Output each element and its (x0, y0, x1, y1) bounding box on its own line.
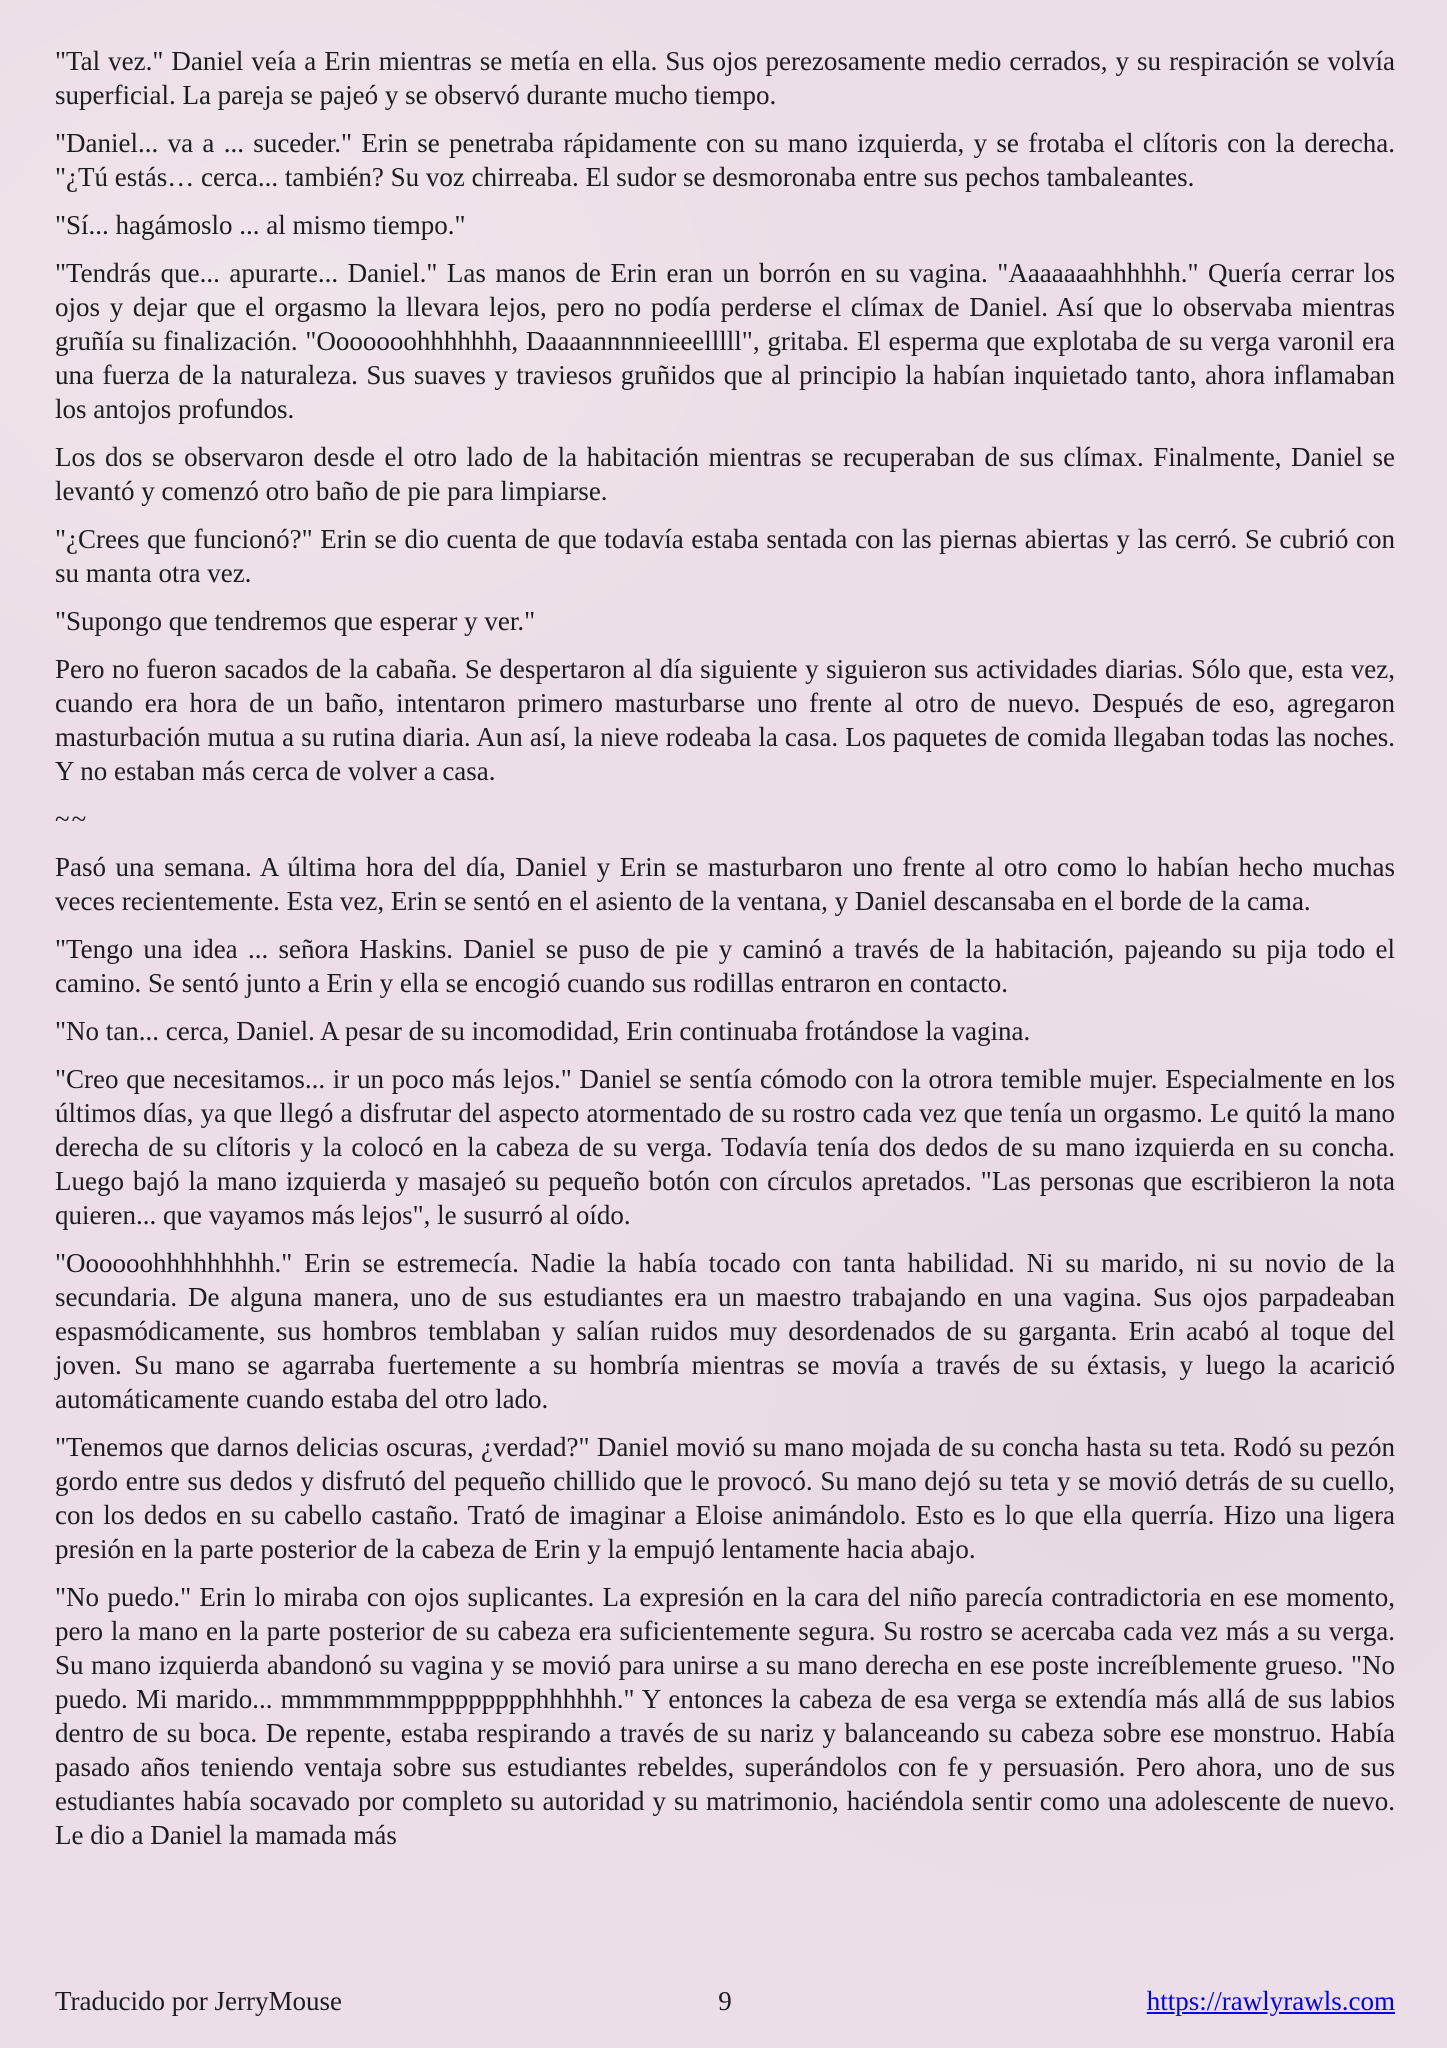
paragraph: "¿Crees que funcionó?" Erin se dio cuenta de que todavía estaba sentada con las piernas abiertas y las cerró. Se cubrió con su manta otra vez. (55, 524, 1395, 588)
paragraph: "Supongo que tendremos que esperar y ver." (55, 606, 536, 636)
paragraph: "No puedo." Erin lo miraba con ojos suplicantes. La expresión en la cara del niño parecía contradictoria en ese momento, pero la mano en la parte posterior de su cabeza era suficientemente segura. Su rostro se acercaba cada vez más a su verga. Su mano izquierda abandonó su vagina y se movió para unirse a su mano derecha en ese poste increíblemente grueso. "No puedo. Mi marido... mmmmmmmpppppppphhhhhh." Y entonces la cabeza de esa verga se extendía más allá de sus labios dentro de su boca. De repente, estaba respirando a través de su nariz y balanceando su cabeza sobre ese monstruo. Había pasado años teniendo ventaja sobre sus estudiantes rebeldes, superándolos con fe y persuasión. Pero ahora, uno de sus estudiantes había socavado por completo su autoridad y su matrimonio, haciéndola sentir como una adolescente de nuevo. Le dio a Daniel la mamada más (55, 1582, 1395, 1850)
paragraph: "Tenemos que darnos delicias oscuras, ¿verdad?" Daniel movió su mano mojada de su concha hasta su teta. Rodó su pezón gordo entre sus dedos y disfrutó del pequeño chillido que le provocó. Su mano dejó su teta y se movió detrás de su cuello, con los dedos en su cabello castaño. Trató de imaginar a Eloise animándolo. Esto es lo que ella querría. Hizo una ligera presión en la parte posterior de la cabeza de Erin y la empujó lentamente hacia abajo. (55, 1432, 1395, 1564)
paragraph: "Creo que necesitamos... ir un poco más lejos." Daniel se sentía cómodo con la otrora temible mujer. Especialmente en los últimos días, ya que llegó a disfrutar del aspecto atormentado de su rostro cada vez que tenía un orgasmo. Le quitó la mano derecha de su clítoris y la colocó en la cabeza de su verga. Todavía tenía dos dedos de su mano izquierda en su concha. Luego bajó la mano izquierda y masajeó su pequeño botón con círculos apretados. "Las personas que escribieron la nota quieren... que vayamos más lejos", le susurró al oído. (55, 1064, 1395, 1230)
paragraph: "Tengo una idea ... señora Haskins. Daniel se puso de pie y caminó a través de la habitación, pajeando su pija todo el camino. Se sentó junto a Erin y ella se encogió cuando sus rodillas entraron en contacto. (55, 934, 1395, 998)
translator-credit: Traducido por JerryMouse (55, 1986, 342, 2016)
source-link[interactable]: https://rawlyrawls.com (1146, 1986, 1396, 2016)
page-number: 9 (718, 1986, 732, 2016)
paragraph: "Sí... hagámoslo ... al mismo tiempo." (55, 210, 466, 240)
paragraph: "Tendrás que... apurarte... Daniel." Las manos de Erin eran un borrón en su vagina. "Aaaaaaahhhhhh." Quería cerrar los ojos y dejar que el orgasmo la llevara lejos, pero no podía perderse el clímax de Daniel. Así que lo observaba mientras gruñía su finalización. "Ooooooohhhhhhh, Daaaannnnnieeelllll", gritaba. El esperma que explotaba de su verga varonil era una fuerza de la naturaleza. Sus suaves y traviesos gruñidos que al principio la habían inquietado tanto, ahora inflamaban los antojos profundos. (55, 258, 1395, 424)
paragraph: Los dos se observaron desde el otro lado de la habitación mientras se recuperaban de sus clímax. Finalmente, Daniel se levantó y comenzó otro baño de pie para limpiarse. (55, 442, 1395, 506)
paragraph: Pasó una semana. A última hora del día, Daniel y Erin se masturbaron uno frente al otro como lo habían hecho muchas veces recientemente. Esta vez, Erin se sentó en el asiento de la ventana, y Daniel descansaba en el borde de la cama. (55, 852, 1395, 916)
paragraph: "Tal vez." Daniel veía a Erin mientras se metía en ella. Sus ojos perezosamente medio cerrados, y su respiración se volvía superficial. La pareja se pajeó y se observó durante mucho tiempo. (55, 46, 1395, 110)
paragraph: "No tan... cerca, Daniel. A pesar de su incomodidad, Erin continuaba frotándose la vagina. (55, 1016, 1031, 1046)
section-separator: ~~ (55, 804, 89, 834)
page-footer (55, 1984, 1395, 2018)
paragraph: "Daniel... va a ... suceder." Erin se penetraba rápidamente con su mano izquierda, y se frotaba el clítoris con la derecha. "¿Tú estás… cerca... también? Su voz chirreaba. El sudor se desmoronaba entre sus pechos tambaleantes. (55, 128, 1395, 192)
paragraph: Pero no fueron sacados de la cabaña. Se despertaron al día siguiente y siguieron sus actividades diarias. Sólo que, esta vez, cuando era hora de un baño, intentaron primero masturbarse uno frente al otro de nuevo. Después de eso, agregaron masturbación mutua a su rutina diaria. Aun así, la nieve rodeaba la casa. Los paquetes de comida llegaban todas las noches. Y no estaban más cerca de volver a casa. (55, 654, 1395, 786)
paragraph: "Oooooohhhhhhhhh." Erin se estremecía. Nadie la había tocado con tanta habilidad. Ni su marido, ni su novio de la secundaria. De alguna manera, uno de sus estudiantes era un maestro trabajando en una vagina. Sus ojos parpadeaban espasmódicamente, sus hombros temblaban y salían ruidos muy desordenados de su garganta. Erin acabó al toque del joven. Su mano se agarraba fuertemente a su hombría mientras se movía a través de su éxtasis, y luego la acarició automáticamente cuando estaba del otro lado. (55, 1248, 1395, 1414)
page-body (55, 44, 1395, 1866)
